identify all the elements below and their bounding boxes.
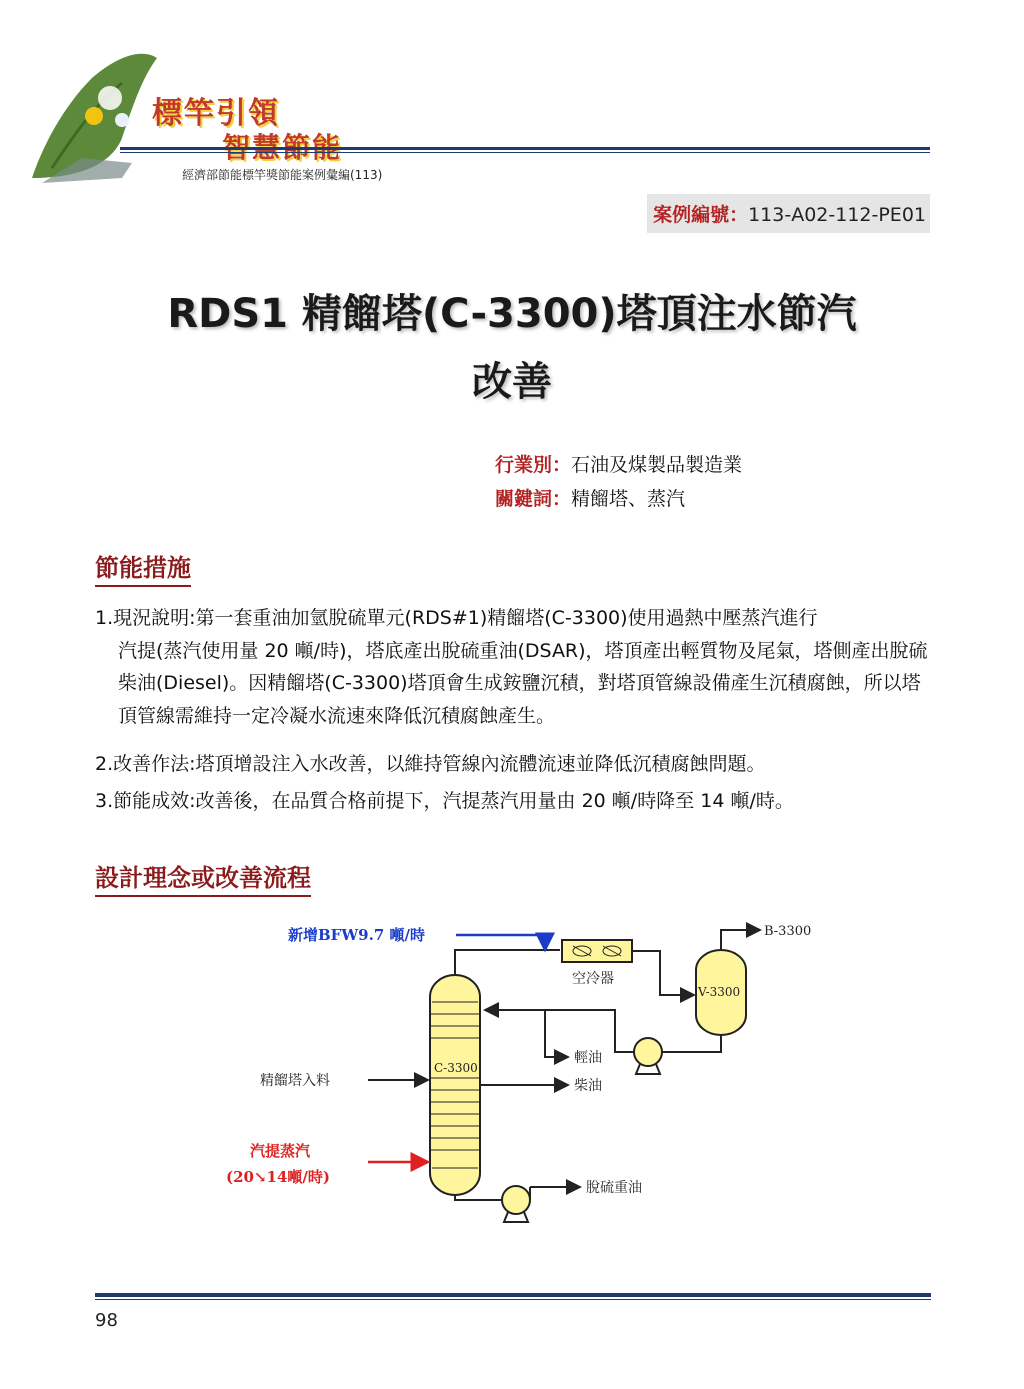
header-logo [22,38,402,188]
design-heading: 設計理念或改善流程 [95,858,311,897]
new-bfw-label: 新增BFW9.7 噸/時 [288,926,425,944]
column-c3300 [430,975,480,1195]
header-rule-thin [120,152,930,153]
measure-item-3: 3.節能成效:改善後，在品質合格前提下，汽提蒸汽用量由 20 噸/時降至 14 噸/時。 [95,790,794,812]
header-rule [120,147,930,150]
industry-label: 行業別： [495,454,572,476]
air-cooler [562,940,632,962]
process-diagram [220,910,820,1230]
logo-text-line2 [222,126,342,166]
measure-item-2: 2.改善作法:塔頂增設注入水改善，以維持管線內流體流速並降低沉積腐蝕問題。 [95,753,766,775]
case-id-value: 113-A02-112-PE01 [748,204,926,226]
case-id-box [647,194,930,233]
air-cooler-label: 空冷器 [572,971,614,987]
footer-rule-thin [95,1299,931,1300]
logo-subtitle: 經濟部節能標竿獎節能案例彙編(113) [182,168,383,182]
keyword-row [495,484,685,511]
page-title-line1: RDS1 精餾塔(C-3300)塔頂注水節汽 [167,291,857,337]
industry-row [495,450,742,477]
case-id-label: 案例編號： [653,204,749,226]
feed-label: 精餾塔入料 [260,1073,330,1089]
dsar-label: 脫硫重油 [586,1180,642,1196]
industry-value: 石油及煤製品製造業 [571,454,743,476]
measure-item-1-first-line: 1.現況說明:第一套重油加氫脫硫單元(RDS#1)精餾塔(C-3300)使用過熱中壓蒸汽進行 [95,607,818,629]
overhead-pump-icon [634,1038,662,1074]
diesel-label: 柴油 [574,1078,602,1094]
keyword-value: 精餾塔、蒸汽 [571,488,686,510]
v3300-label: V-3300 [698,985,741,999]
bottoms-pump-icon [502,1186,530,1222]
steam-change-label: (20↘14噸/時) [226,1168,330,1186]
footer-rule [95,1293,931,1297]
light-oil-label: 輕油 [574,1050,602,1066]
c3300-label: C-3300 [434,1061,478,1075]
measures-heading: 節能措施 [95,548,191,587]
page-title-line2: 改善 [472,359,552,405]
measure-item-1-rest: 汽提(蒸汽使用量 20 噸/時)，塔底產出脫硫重油(DSAR)，塔頂產出輕質物及尾氣，塔側產出脫硫柴油(Diesel)。因精餾塔(C-3300)塔頂會生成銨鹽沉積，對塔頂管線設備產生沉積腐蝕，所以塔頂管線需維持一定冷凝水流速來降低沉積腐蝕產生。 [118,639,928,727]
logo-text-line1: 標竿引領 [152,96,280,131]
steam-label: 汽提蒸汽 [250,1142,311,1160]
page-number: 98 [95,1310,118,1331]
keyword-label: 關鍵詞： [495,488,572,510]
measure-item-1 [95,602,933,732]
b3300-label: B-3300 [764,924,812,939]
